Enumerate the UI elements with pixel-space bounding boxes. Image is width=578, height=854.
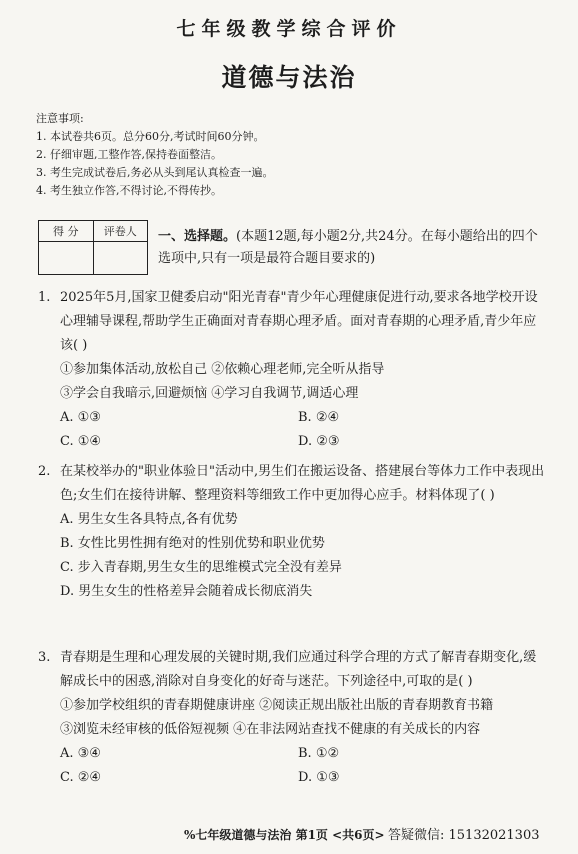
option-c[interactable]: C. 步入青春期,男生女生的思维模式完全没有差异 — [60, 560, 342, 575]
section-desc: (本题12题,每小题2分,共24分。在每小题给出的四个选项中,只有一项是最符合题目要求的) — [158, 229, 538, 266]
contact-info: 答疑微信: 15132021303 — [388, 828, 540, 843]
item-line: ①参加学校组织的青春期健康讲座 ②阅读正规出版社出版的青春期教育书籍 — [60, 698, 494, 713]
section-heading — [158, 226, 538, 270]
option-a[interactable]: A. ③④ — [60, 746, 101, 761]
question-number: 2. — [38, 464, 51, 479]
question-options — [60, 406, 546, 454]
grader-cell — [93, 242, 148, 275]
question-1 — [38, 286, 546, 454]
question-number: 3. — [38, 650, 51, 665]
score-table — [38, 220, 148, 275]
question-3 — [38, 646, 546, 790]
option-c[interactable]: C. ①④ — [60, 434, 102, 449]
question-items — [60, 694, 546, 742]
option-b[interactable]: B. ①② — [298, 746, 340, 761]
question-2 — [38, 460, 546, 604]
option-c[interactable]: C. ②④ — [60, 770, 102, 785]
item-line: ①参加集体活动,放松自己 ②依赖心理老师,完全听从指导 — [60, 362, 385, 377]
exam-title: 七年级教学综合评价 — [176, 18, 402, 40]
question-items — [60, 358, 546, 406]
option-d[interactable]: D. ②③ — [298, 434, 340, 449]
score-header: 得 分 — [39, 221, 94, 242]
option-b[interactable]: B. 女性比男性拥有绝对的性别优势和职业优势 — [60, 536, 325, 551]
option-d[interactable]: D. 男生女生的性格差异会随着成长彻底消失 — [60, 584, 313, 599]
subject-title: 道德与法治 — [221, 63, 357, 92]
page-number: %七年级道德与法治 第1页 <共6页> — [184, 828, 385, 842]
question-options — [60, 508, 546, 604]
notes-block — [36, 110, 556, 200]
note-item: 4. 考生独立作答,不得讨论,不得传抄。 — [36, 184, 222, 197]
question-stem: 青春期是生理和心理发展的关键时期,我们应通过科学合理的方式了解青春期变化,缓解成长中的困惑,消除对自身变化的好奇与迷茫。下列途径中,可取的是( ) — [60, 650, 537, 689]
option-d[interactable]: D. ①③ — [298, 770, 340, 785]
question-stem: 在某校举办的"职业体验日"活动中,男生们在搬运设备、搭建展台等体力工作中表现出色;女生们在接待讲解、整理资料等细致工作中更加得心应手。材料体现了( ) — [60, 464, 545, 503]
section-title: 一、选择题。 — [158, 229, 237, 244]
question-options — [60, 742, 546, 790]
item-line: ③学会自我暗示,回避烦恼 ④学习自我调节,调适心理 — [60, 386, 359, 401]
option-a[interactable]: A. 男生女生各具特点,各有优势 — [60, 512, 238, 527]
note-item: 3. 考生完成试卷后,务必从头到尾认真检查一遍。 — [36, 166, 274, 179]
question-stem: 2025年5月,国家卫健委启动"阳光青春"青少年心理健康促进行动,要求各地学校开设心理辅导课程,帮助学生正确面对青春期心理矛盾。面对青春期的心理矛盾,青少年应该( ) — [60, 290, 538, 353]
score-cell — [39, 242, 94, 275]
option-a[interactable]: A. ①③ — [60, 410, 101, 425]
notes-heading: 注意事项: — [36, 112, 84, 125]
note-item: 1. 本试卷共6页。总分60分,考试时间60分钟。 — [36, 130, 265, 143]
grader-header: 评卷人 — [93, 221, 148, 242]
note-item: 2. 仔细审题,工整作答,保持卷面整洁。 — [36, 148, 222, 161]
item-line: ③浏览未经审核的低俗短视频 ④在非法网站查找不健康的有关成长的内容 — [60, 722, 481, 737]
option-b[interactable]: B. ②④ — [298, 410, 340, 425]
question-number: 1. — [38, 290, 51, 305]
